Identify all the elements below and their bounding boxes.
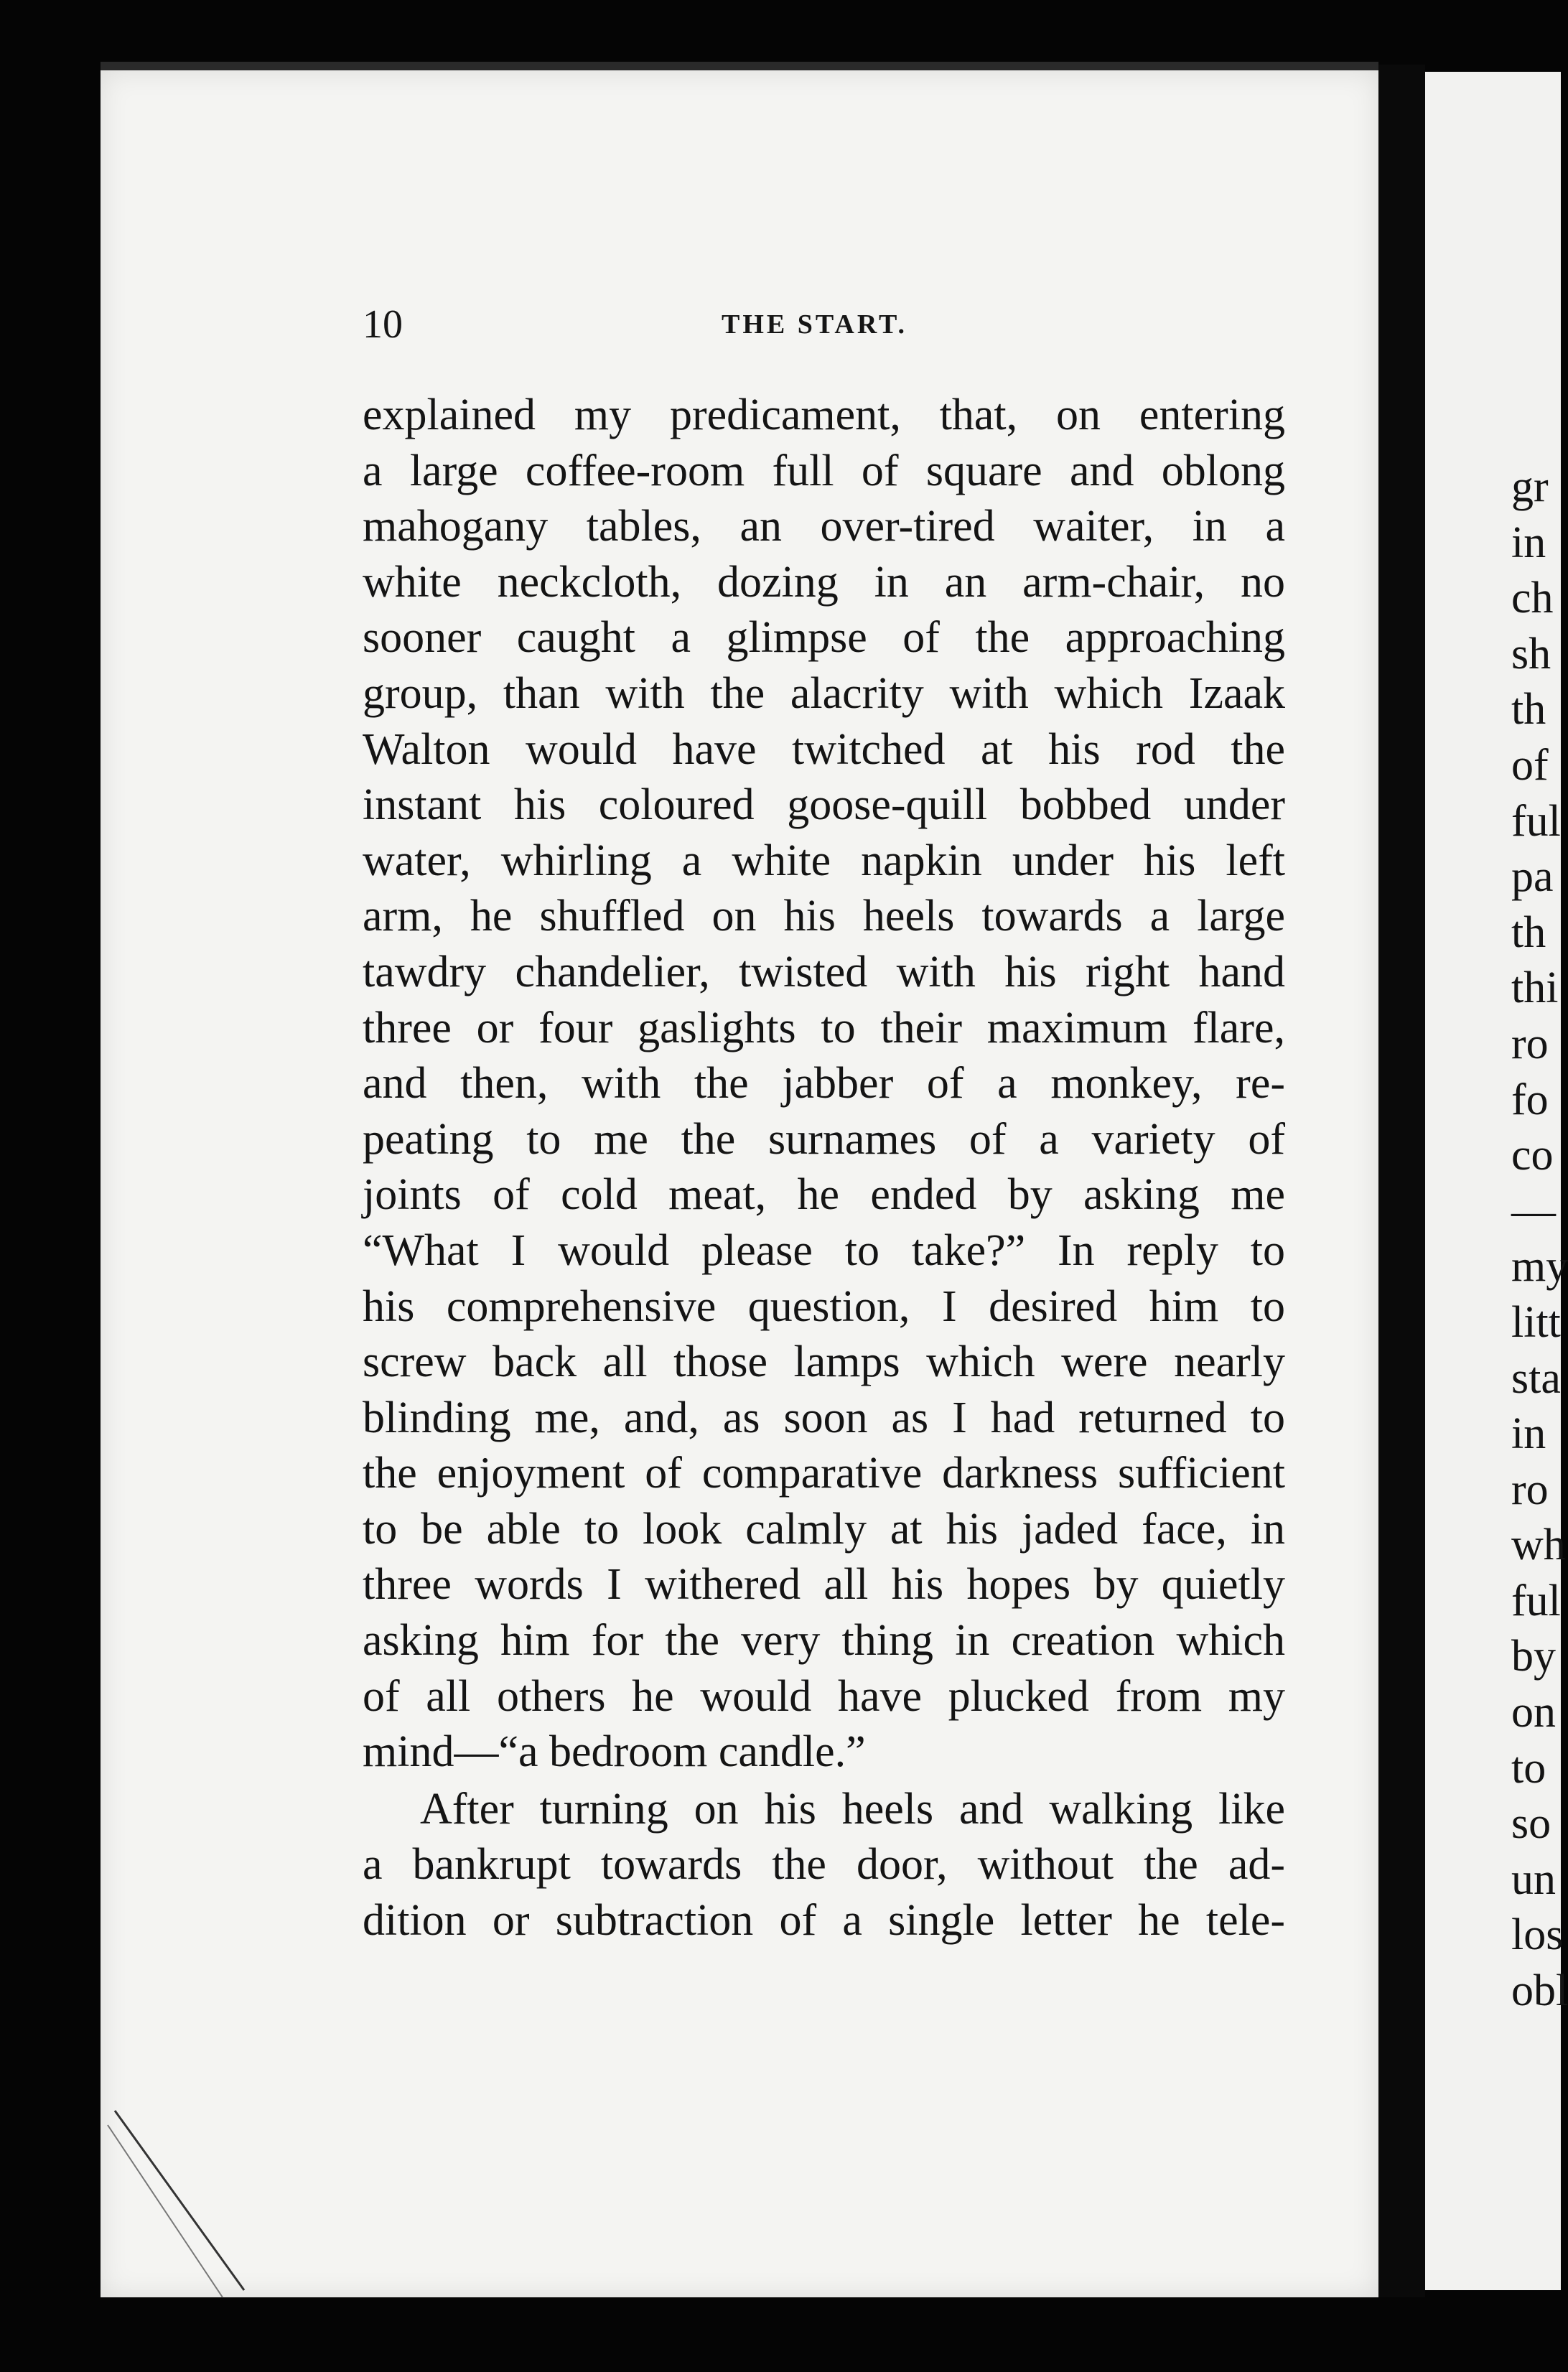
text-line: mahogany tables, an over-tired waiter, in a xyxy=(363,502,1285,551)
text-line: asking him for the very thing in creation which xyxy=(363,1616,1285,1666)
facing-page xyxy=(1425,72,1568,2290)
facing-line-fragment: ch xyxy=(1511,574,1554,623)
facing-line-fragment: ful xyxy=(1511,796,1561,846)
text-line: group, than with the alacrity with which Izaak xyxy=(363,668,1285,718)
facing-line-fragment: sta xyxy=(1511,1353,1561,1403)
text-line: instant his coloured goose-quill bobbed under xyxy=(363,780,1285,830)
paragraph xyxy=(363,1782,1285,1949)
facing-line-fragment: on xyxy=(1511,1688,1556,1737)
text-line: and then, with the jabber of a monkey, re- xyxy=(363,1059,1285,1108)
text-line: of all others he would have plucked from my xyxy=(363,1671,1285,1721)
text-line: white neckcloth, dozing in an arm-chair, no xyxy=(363,557,1285,607)
book-gutter xyxy=(1378,65,1425,2297)
text-line: arm, he shuffled on his heels towards a large xyxy=(363,892,1285,941)
text-line: his comprehensive question, I desired him to xyxy=(363,1281,1285,1331)
facing-line-fragment: — xyxy=(1511,1186,1556,1236)
page-header xyxy=(363,302,1282,359)
text-line: water, whirling a white napkin under his left xyxy=(363,836,1285,885)
facing-line-fragment: litt xyxy=(1511,1297,1561,1347)
text-line: mind—“a bedroom candle.” xyxy=(363,1727,866,1777)
facing-line-fragment: so xyxy=(1511,1799,1551,1849)
facing-line-fragment: th xyxy=(1511,685,1546,734)
text-line: blinding me, and, as soon as I had returned to xyxy=(363,1393,1285,1442)
facing-line-fragment: sh xyxy=(1511,629,1551,678)
text-line: dition or subtraction of a single letter he tele- xyxy=(363,1896,1285,1946)
facing-line-fragment: ro xyxy=(1511,1465,1549,1514)
facing-line-fragment: pa xyxy=(1511,852,1554,902)
text-line: “What I would please to take?” In reply to xyxy=(363,1225,1285,1275)
text-line: a bankrupt towards the door, without the ad- xyxy=(363,1840,1285,1890)
facing-line-fragment: obl xyxy=(1511,1966,1568,2016)
text-line: to be able to look calmly at his jaded face, in xyxy=(363,1504,1285,1554)
facing-line-fragment: to xyxy=(1511,1743,1546,1793)
facing-line-fragment: ful xyxy=(1511,1576,1561,1625)
body-text xyxy=(363,388,1285,1949)
facing-line-fragment: los xyxy=(1511,1910,1564,1960)
text-line: Walton would have twitched at his rod the xyxy=(363,724,1285,774)
facing-line-fragment: gr xyxy=(1511,462,1549,511)
facing-line-fragment: th xyxy=(1511,907,1546,957)
text-line: the enjoyment of comparative darkness sufficient xyxy=(363,1449,1285,1498)
facing-line-fragment: in xyxy=(1511,518,1546,567)
facing-line-fragment: ro xyxy=(1511,1019,1549,1068)
text-line: explained my predicament, that, on entering xyxy=(363,391,1285,439)
page-corner-fold xyxy=(108,2082,266,2297)
facing-line-fragment: my xyxy=(1511,1242,1568,1292)
text-line: sooner caught a glimpse of the approaching xyxy=(363,613,1285,663)
facing-line-fragment: thi xyxy=(1511,963,1559,1013)
facing-line-fragment: of xyxy=(1511,740,1549,790)
text-line: screw back all those lamps which were nearly xyxy=(363,1337,1285,1387)
text-line: After turning on his heels and walking like xyxy=(420,1784,1285,1834)
text-line: three or four gaslights to their maximum flare, xyxy=(363,1003,1285,1052)
facing-line-fragment: un xyxy=(1511,1854,1556,1904)
text-line: three words I withered all his hopes by quietly xyxy=(363,1560,1285,1610)
facing-line-fragment: co xyxy=(1511,1131,1554,1180)
facing-line-fragment: in xyxy=(1511,1409,1546,1459)
paragraph xyxy=(363,388,1285,1780)
text-line: a large coffee-room full of square and oblong xyxy=(363,446,1285,495)
text-line: tawdry chandelier, twisted with his right hand xyxy=(363,947,1285,996)
facing-page-text xyxy=(1511,459,1568,2020)
page-number: 10 xyxy=(363,302,403,347)
text-line: peating to me the surnames of a variety of xyxy=(363,1114,1285,1164)
facing-line-fragment: wh xyxy=(1511,1521,1566,1570)
running-head: THE START. xyxy=(722,309,907,340)
text-line: joints of cold meat, he ended by asking me xyxy=(363,1170,1285,1220)
facing-line-fragment: by xyxy=(1511,1632,1556,1681)
facing-line-fragment: fo xyxy=(1511,1075,1549,1124)
